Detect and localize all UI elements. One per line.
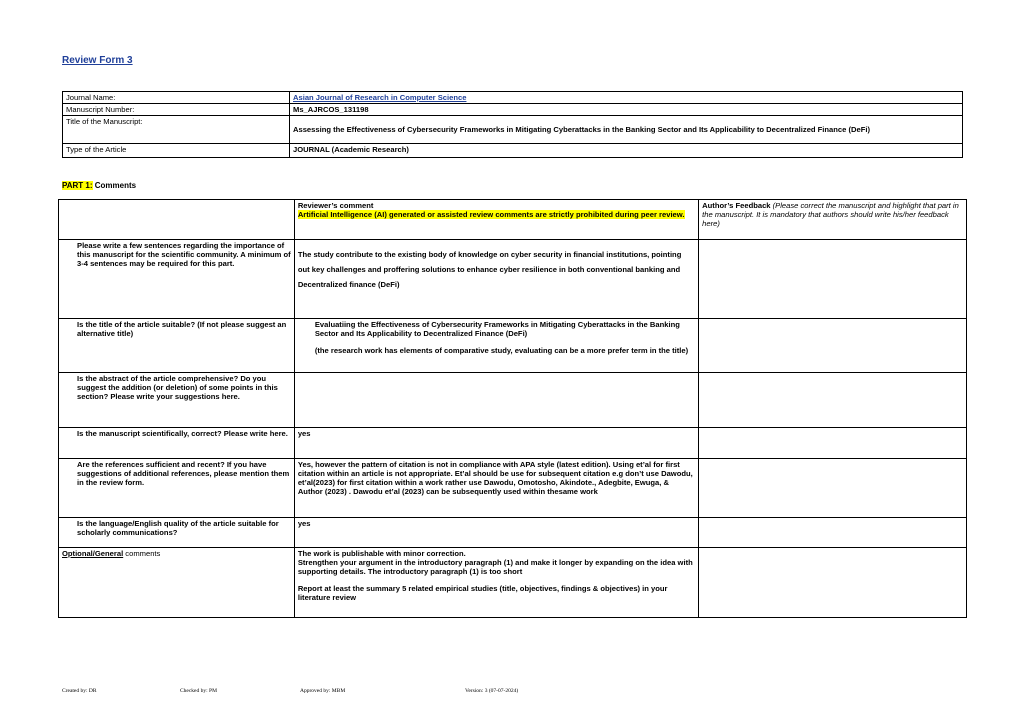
footer-checked-by: Checked by: PM: [180, 688, 217, 694]
form-title: Review Form 3: [62, 55, 133, 66]
answer-language: yes: [294, 518, 698, 548]
table-row: [59, 240, 967, 319]
optional-answer-1: The work is publishable with minor correction.: [297, 549, 466, 558]
author-feedback-cell[interactable]: [699, 373, 967, 428]
optional-answer-3: Report at least the summary 5 related empirical studies (title, objectives, findings & objectives) in your literature review: [297, 584, 668, 603]
answer-title-note: (the research work has elements of comparative study, evaluating can be a more prefer term in the title): [314, 346, 689, 356]
part-title: Comments: [94, 181, 137, 190]
author-feedback-title: Author’s Feedback: [702, 201, 771, 210]
footer-approved-by: Approved by: MBM: [300, 688, 346, 694]
manuscript-number-value: Ms_AJRCOS_131198: [290, 104, 963, 116]
table-row: [59, 428, 967, 459]
reviewer-comment-title: Reviewer’s comment: [297, 201, 374, 210]
question-title: Is the title of the article suitable? (If not please suggest an alternative title): [59, 319, 295, 373]
manuscript-title-label: Title of the Manuscript:: [63, 116, 290, 144]
part-label: PART 1:: [62, 181, 93, 190]
author-feedback-note: (Please correct the manuscript and highlight that part in the manuscript. It is mandatory that authors should write his/her feedback here): [702, 201, 959, 229]
table-row: [59, 518, 967, 548]
article-type-label: Type of the Article: [63, 144, 290, 158]
author-feedback-cell[interactable]: [699, 428, 967, 459]
answer-importance: The study contribute to the existing body of knowledge on cyber security in financial institutions, pointing out key challenges and proffering solutions to enhance cyber resilience in both conventional banking and Decentralized finance (DeFi): [294, 240, 698, 319]
answer-abstract: [294, 373, 698, 428]
table-row: [59, 319, 967, 373]
answer-scientific: yes: [294, 428, 698, 459]
table-row: [59, 459, 967, 518]
answer-title: Evaluatiing the Effectiveness of Cybersecurity Frameworks in Mitigating Cyberattacks in the Banking Sector and Its Applicability to Decentralized Finance (DeFi): [314, 320, 680, 339]
journal-label: Journal Name:: [63, 92, 290, 104]
author-feedback-cell[interactable]: [699, 518, 967, 548]
manuscript-number-label: Manuscript Number:: [63, 104, 290, 116]
journal-link[interactable]: Asian Journal of Research in Computer Science: [293, 93, 467, 102]
ai-prohibition-note: Artificial Intelligence (AI) generated or assisted review comments are strictly prohibited during peer review.: [297, 210, 685, 220]
manuscript-info-table: [62, 91, 963, 158]
author-feedback-cell[interactable]: [699, 240, 967, 319]
optional-answer-2: Strengthen your argument in the introductory paragraph (1) and make it longer by expanding on the idea with supporting details. The introductory paragraph (1) is too short: [297, 558, 693, 577]
table-row: [59, 373, 967, 428]
article-type-value: JOURNAL (Academic Research): [290, 144, 963, 158]
table-header-row: [59, 200, 967, 240]
optional-comments-label: [59, 548, 295, 618]
optional-general-label: Optional/General: [62, 549, 124, 558]
author-feedback-cell[interactable]: [699, 548, 967, 618]
comments-label: comments: [123, 549, 161, 558]
author-feedback-cell[interactable]: [699, 459, 967, 518]
question-importance: Please write a few sentences regarding the importance of this manuscript for the scientific community. A minimum of 3-4 sentences may be required for this part.: [59, 240, 295, 319]
question-scientific: Is the manuscript scientifically, correct? Please write here.: [59, 428, 295, 459]
footer-version: Version: 3 (07-07-2024): [465, 688, 519, 694]
manuscript-title-value: Assessing the Effectiveness of Cybersecurity Frameworks in Mitigating Cyberattacks in the Banking Sector and Its Applicability to Decentralized Finance (DeFi): [290, 116, 963, 144]
part-heading: [62, 181, 136, 190]
table-row: [59, 548, 967, 618]
comments-table: [58, 199, 967, 618]
author-feedback-cell[interactable]: [699, 319, 967, 373]
question-language: Is the language/English quality of the article suitable for scholarly communications?: [59, 518, 295, 548]
question-abstract: Is the abstract of the article comprehensive? Do you suggest the addition (or deletion) of some points in this section? Please write your suggestions here.: [59, 373, 295, 428]
question-references: Are the references sufficient and recent? If you have suggestions of additional references, please mention them in the review form.: [59, 459, 295, 518]
footer-created-by: Created by: DR: [62, 688, 97, 694]
answer-references: Yes, however the pattern of citation is not in compliance with APA style (latest edition). Using et’al for first citation within an article is not appropriate. Et’al should be use for subsequent citation e.g don’t use Dawodu, et’al(2023) for first citation within a work rather use Dawodu, Omotosho, Akindote., Adegbite, Ewuga, & Author (2023) . Dawodu et’al (2023) can be subsequently used within thesame work: [294, 459, 698, 518]
